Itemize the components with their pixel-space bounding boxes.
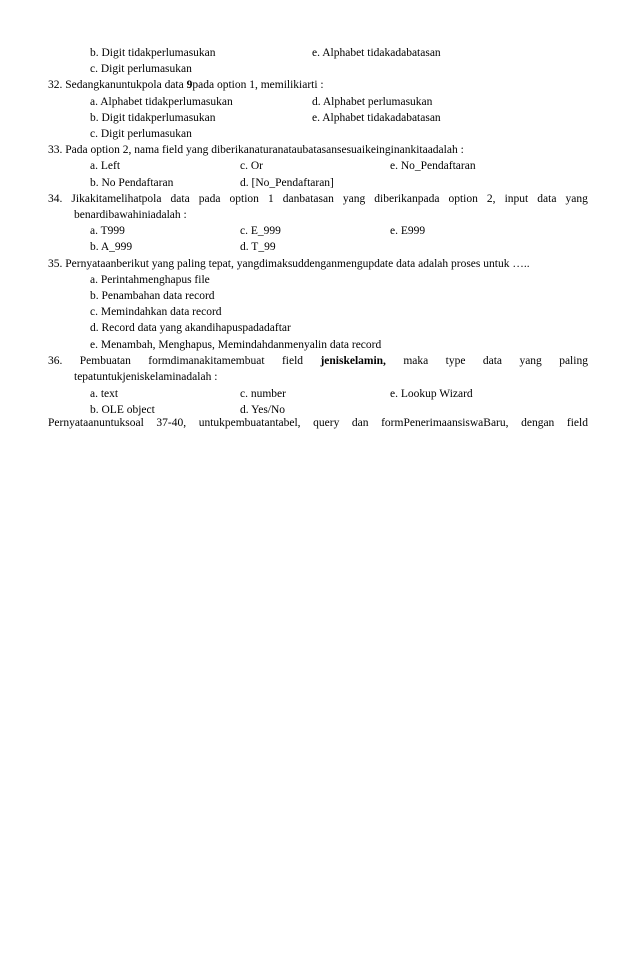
option-34e: e. E999 [390, 225, 426, 237]
option-35e: e. Menambah, Menghapus, Memindahdanmenyalin data record [90, 339, 382, 351]
option-33e: e. No_Pendaftaran [390, 160, 476, 172]
question-34-line2: benardibawahiniadalah : [74, 209, 187, 221]
option-32a: a. Alphabet tidakperlumasukan [90, 96, 233, 108]
option-36b: b. OLE object [90, 404, 155, 416]
option-32c: c. Digit perlumasukan [90, 128, 192, 140]
option-33d: d. [No_Pendaftaran] [240, 177, 334, 189]
option-36e: e. Lookup Wizard [390, 388, 473, 400]
option-34d: d. T_99 [240, 241, 276, 253]
option-36c: c. number [240, 388, 286, 400]
option-35b: b. Penambahan data record [90, 290, 215, 302]
question-33: 33. Pada option 2, nama field yang diberikanaturanataubatasansesuaikeinginankitaadalah : [48, 144, 464, 156]
question-35: 35. Pernyataanberikut yang paling tepat, yangdimaksuddenganmengupdate data adalah proses untuk ….. [48, 258, 530, 270]
option-31e: e. Alphabet tidakadabatasan [312, 47, 441, 59]
option-31b: b. Digit tidakperlumasukan [90, 47, 216, 59]
option-35c: c. Memindahkan data record [90, 306, 222, 318]
option-36a: a. text [90, 388, 119, 400]
option-34b: b. A_999 [90, 241, 133, 253]
option-33a: a. Left [90, 160, 121, 172]
option-35a: a. Perintahmenghapus file [90, 274, 210, 286]
option-34c: c. E_999 [240, 225, 281, 237]
option-31c: c. Digit perlumasukan [90, 63, 192, 75]
option-35d: d. Record data yang akandihapuspadadaftar [90, 322, 291, 334]
question-34-line1: 34. Jikakitamelihatpola data pada option 1 danbatasan yang diberikanpada option 2, input data yang [48, 193, 588, 205]
option-32e: e. Alphabet tidakadabatasan [312, 112, 441, 124]
option-33b: b. No Pendaftaran [90, 177, 174, 189]
question-36-line1: 36. Pembuatan formdimanakitamembuat field jeniskelamin, maka type data yang paling [48, 355, 588, 367]
option-36d: d. Yes/No [240, 404, 286, 416]
question-32: 32. Sedangkanuntukpola data 9pada option 1, memilikiarti : [48, 79, 324, 91]
option-34a: a. T999 [90, 225, 125, 237]
question-36-line2: tepatuntukjeniskelaminadalah : [74, 371, 218, 383]
option-32d: d. Alphabet perlumasukan [312, 96, 433, 108]
option-33c: c. Or [240, 160, 263, 172]
option-32b: b. Digit tidakperlumasukan [90, 112, 216, 124]
intro-line1: Pernyataanuntuksoal 37-40, untukpembuatantabel, query dan formPenerimaansiswaBaru, dengan field [48, 417, 588, 429]
